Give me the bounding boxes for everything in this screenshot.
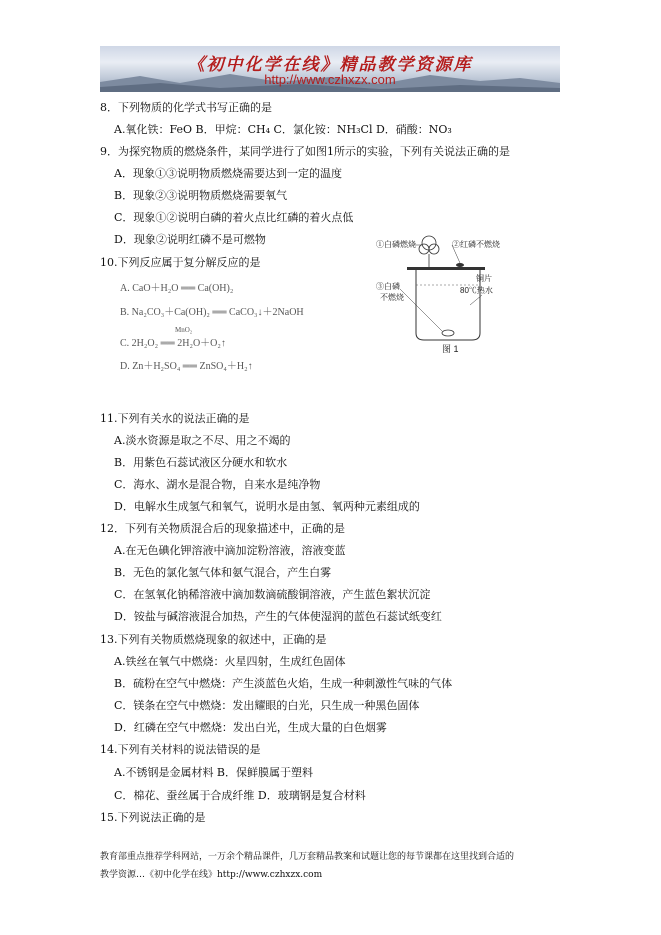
equation-b: B. Na₂CO₃＋Ca(OH)₂ ══ CaCO₃↓＋2NaOH: [120, 307, 304, 318]
beaker: [416, 270, 480, 340]
question-9-option-b: B．现象②③说明物质燃烧需要氧气: [114, 189, 288, 202]
question-9-option-d: D．现象②说明红磷不是可燃物: [114, 233, 266, 246]
red-phosphorus: [456, 263, 464, 267]
question-11-option-b: B．用紫色石蕊试液区分硬水和软水: [114, 456, 288, 469]
footer-line-1: 教育部重点推荐学科网站，一万余个精品课件，几万套精品教案和试题让您的每节课都在这里找到合适的: [100, 852, 515, 862]
question-12-option-b: B．无色的氯化氢气体和氨气混合，产生白雾: [114, 566, 332, 579]
question-12: 12．下列有关物质混合后的现象描述中，正确的是: [100, 522, 345, 535]
question-11-option-c: C．海水、湖水是混合物，自来水是纯净物: [114, 478, 321, 491]
question-11-option-d: D．电解水生成氢气和氧气，说明水是由氢、氧两种元素组成的: [114, 500, 420, 513]
question-12-option-a: A.在无色碘化钾溶液中滴加淀粉溶液，溶液变蓝: [114, 544, 346, 557]
label-white-phosphorus-water: ③白磷: [376, 282, 400, 291]
banner-url[interactable]: http://www.czhxzx.com: [264, 72, 396, 87]
white-phosphorus-underwater: [442, 330, 454, 336]
question-9-option-a: A．现象①③说明物质燃烧需要达到一定的温度: [114, 167, 342, 180]
copper-plate: [407, 267, 485, 270]
label-copper-plate: 铜片: [476, 274, 492, 283]
question-11-option-a: A.淡水资源是取之不尽、用之不竭的: [114, 434, 291, 447]
question-14-options-ab: A.不锈钢是金属材料 B．保鲜膜属于塑料: [114, 766, 314, 779]
header-banner: [100, 46, 560, 92]
question-15: 15.下列说法正确的是: [100, 811, 206, 824]
label-hot-water: 80℃热水: [460, 286, 493, 295]
question-13-option-c: C．镁条在空气中燃烧：发出耀眼的白光，只生成一种黑色固体: [114, 699, 420, 712]
question-8-options: A.氧化铁：FeO B．甲烷：CH₄ C．氯化铵：NH₃Cl D．硝酸：NO₃: [114, 123, 452, 136]
question-14-options-cd: C．棉花、蚕丝属于合成纤维 D．玻璃钢是复合材料: [114, 789, 366, 802]
question-13: 13.下列有关物质燃烧现象的叙述中，正确的是: [100, 633, 327, 646]
question-12-option-d: D．铵盐与碱溶液混合加热，产生的气体使湿润的蓝色石蕊试纸变红: [114, 610, 442, 623]
question-9: 9．为探究物质的燃烧条件，某同学进行了如图1所示的实验，下列有关说法正确的是: [100, 145, 510, 158]
label-no-burn: 不燃烧: [380, 293, 404, 302]
question-10: 10.下列反应属于复分解反应的是: [100, 256, 261, 269]
question-13-option-b: B．硫粉在空气中燃烧：产生淡蓝色火焰，生成一种刺激性气味的气体: [114, 677, 453, 690]
question-11: 11.下列有关水的说法正确的是: [100, 412, 250, 425]
label-white-phosphorus-burns: ①白磷燃烧: [376, 240, 416, 249]
equation-c: C. 2H₂O₂ ══ 2H₂O＋O₂↑: [120, 338, 226, 349]
figure-1-apparatus: [372, 225, 502, 355]
banner-title: 《初中化学在线》精品教学资源库: [187, 55, 473, 75]
equation-a: A. CaO＋H₂O ══ Ca(OH)₂: [120, 283, 234, 294]
label-red-phosphorus-no-burn: ②红磷不燃烧: [452, 240, 500, 249]
question-13-option-d: D．红磷在空气中燃烧：发出白光，生成大量的白色烟雾: [114, 721, 387, 734]
equation-d: D. Zn＋H₂SO₄ ══ ZnSO₄＋H₂↑: [120, 361, 253, 372]
question-8: 8．下列物质的化学式书写正确的是: [100, 101, 272, 114]
question-9-option-c: C．现象①②说明白磷的着火点比红磷的着火点低: [114, 211, 354, 224]
footer-line-2[interactable]: 教学资源…《初中化学在线》http://www.czhxzx.com: [100, 870, 323, 880]
question-12-option-c: C．在氢氧化钠稀溶液中滴加数滴硫酸铜溶液，产生蓝色絮状沉淀: [114, 588, 431, 601]
figure-caption: 图 1: [442, 344, 459, 354]
equation-catalyst: MnO₂: [175, 326, 193, 334]
question-13-option-a: A.铁丝在氧气中燃烧：火星四射，生成红色固体: [114, 655, 346, 668]
question-14: 14.下列有关材料的说法错误的是: [100, 743, 261, 756]
